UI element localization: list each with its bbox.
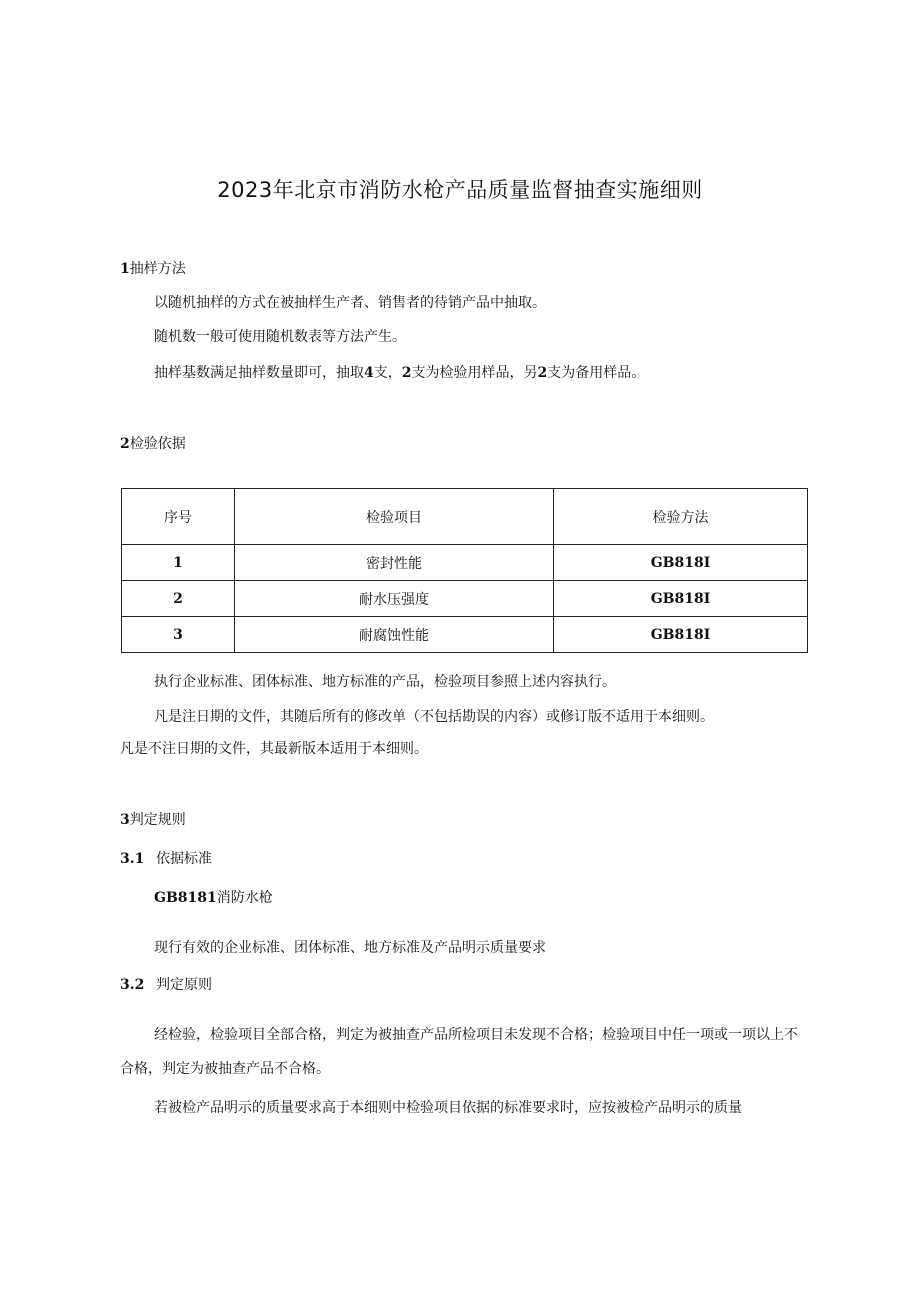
- section-2-heading: [120, 433, 186, 453]
- section-3-2-title: 判定原则: [156, 977, 212, 993]
- cell-item: 耐水压强度: [235, 581, 554, 617]
- section-3-2-heading: [120, 974, 212, 994]
- cell-index: 1: [122, 545, 235, 581]
- header-cell-method: 检验方法: [554, 489, 808, 545]
- section-2-paragraph-1: 执行企业标准、团体标准、地方标准的产品，检验项目参照上述内容执行。: [154, 674, 616, 690]
- section-3-1-heading: [120, 848, 212, 868]
- section-1-number: 1: [120, 261, 130, 277]
- section-3-2-paragraph-1: 经检验，检验项目全部合格，判定为被抽查产品所检项目未发现不合格；检验项目中任一项或一项以上不合格，判定为被抽查产品不合格。: [120, 1027, 798, 1077]
- standard-reference: [154, 887, 273, 907]
- section-1-heading: [120, 258, 186, 278]
- cell-item: 耐腐蚀性能: [235, 617, 554, 653]
- header-cell-index: 序号: [122, 489, 235, 545]
- section-3-number: 3: [120, 812, 130, 828]
- section-3-2-number: 3.2: [120, 977, 145, 993]
- cell-method: GB818I: [554, 545, 808, 581]
- sample-count-total: 4: [364, 365, 374, 381]
- table-row: [122, 617, 808, 653]
- cell-index: 2: [122, 581, 235, 617]
- section-3-heading: [120, 809, 186, 829]
- section-2-number: 2: [120, 436, 130, 452]
- cell-method: GB818I: [554, 617, 808, 653]
- table-row: [122, 581, 808, 617]
- section-3-title: 判定规则: [129, 812, 186, 828]
- section-2-paragraph-3: 凡是不注日期的文件，其最新版本适用于本细则。: [120, 741, 428, 757]
- text-run: 支，: [373, 365, 402, 381]
- sample-count-test: 2: [401, 365, 412, 381]
- section-3-1-number: 3.1: [120, 851, 145, 867]
- sample-count-backup: 2: [537, 365, 548, 381]
- text-run: 抽样基数满足抽样数量即可，抽取: [154, 365, 364, 381]
- text-run: 支为备用样品。: [547, 365, 646, 381]
- section-1-paragraph-1: 以随机抽样的方式在被抽样生产者、销售者的待销产品中抽取。: [154, 295, 546, 311]
- cell-method: GB818I: [554, 581, 808, 617]
- document-title: 2023年北京市消防水枪产品质量监督抽查实施细则: [217, 178, 703, 202]
- cell-index: 3: [122, 617, 235, 653]
- section-2-paragraph-2: 凡是注日期的文件，其随后所有的修改单（不包括勘误的内容）或修订版不适用于本细则。: [154, 709, 714, 725]
- section-3-1-paragraph-1: 现行有效的企业标准、团体标准、地方标准及产品明示质量要求: [154, 940, 546, 956]
- section-3-2-paragraph-2: 若被检产品明示的质量要求高于本细则中检验项目依据的标准要求时，应按被检产品明示的质量: [154, 1100, 742, 1116]
- section-2-title: 检验依据: [129, 436, 186, 452]
- header-cell-item: 检验项目: [235, 489, 554, 545]
- table-row: [122, 545, 808, 581]
- section-3-1-title: 依据标准: [156, 851, 212, 867]
- section-1-title: 抽样方法: [129, 261, 186, 277]
- section-1-paragraph-2: 随机数一般可使用随机数表等方法产生。: [154, 329, 406, 345]
- table-header-row: [122, 489, 808, 545]
- inspection-table: [121, 488, 808, 653]
- cell-item: 密封性能: [235, 545, 554, 581]
- section-1-paragraph-3: [154, 362, 645, 382]
- standard-name: 消防水枪: [216, 890, 273, 906]
- text-run: 支为检验用样品，另: [411, 365, 538, 381]
- standard-code: GB8181: [154, 890, 217, 906]
